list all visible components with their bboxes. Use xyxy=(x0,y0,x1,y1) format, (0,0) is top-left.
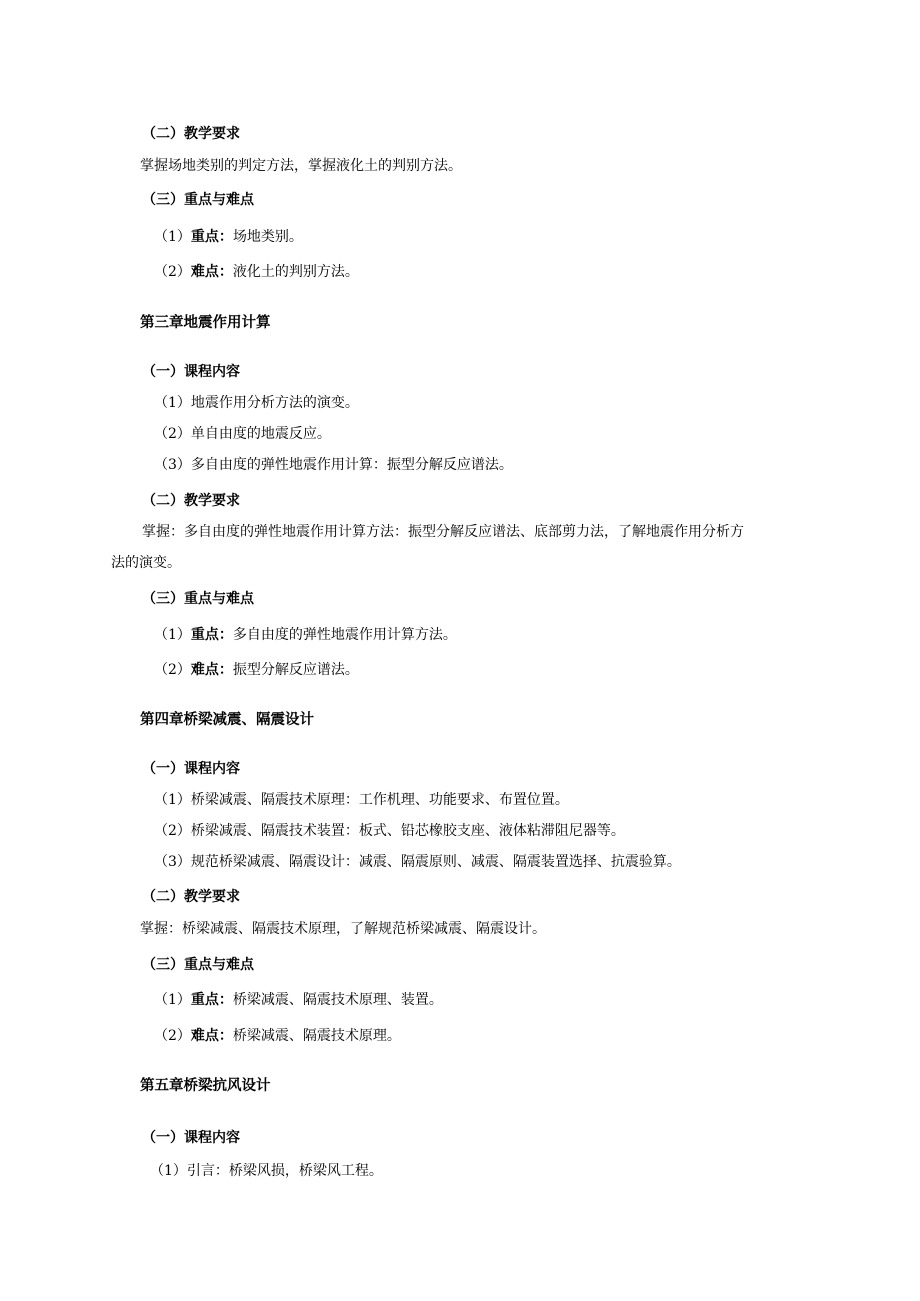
list-item-difficulty xyxy=(154,660,359,680)
section-heading-content: （一）课程内容 xyxy=(142,761,240,777)
section-heading-requirements: （二）教学要求 xyxy=(142,493,240,509)
chapter-heading: 第四章桥梁减震、隔震设计 xyxy=(140,711,314,728)
list-item-text: 多自由度的弹性地震作用计算方法。 xyxy=(232,627,457,643)
list-item-difficulty xyxy=(154,1026,401,1046)
list-item-key-point xyxy=(154,625,457,645)
list-item-text: 振型分解反应谱法。 xyxy=(232,662,359,678)
list-item-prefix: （2） xyxy=(154,1028,191,1044)
list-item-label: 难点： xyxy=(190,264,233,280)
list-item-difficulty xyxy=(154,262,359,282)
list-item-prefix: （1） xyxy=(154,229,191,245)
list-item: （1）地震作用分析方法的演变。 xyxy=(154,395,359,411)
list-item-label: 难点： xyxy=(190,1028,233,1044)
section-heading-key-points: （三）重点与难点 xyxy=(142,192,254,208)
list-item-prefix: （1） xyxy=(154,992,191,1008)
chapter-heading: 第三章地震作用计算 xyxy=(140,314,271,331)
list-item: （2）单自由度的地震反应。 xyxy=(154,426,331,442)
list-item-text: 桥梁减震、隔震技术原理、装置。 xyxy=(232,992,443,1008)
list-item: （3）规范桥梁减震、隔震设计：减震、隔震原则、减震、隔震装置选择、抗震验算。 xyxy=(154,854,681,870)
section-heading-requirements: （二）教学要求 xyxy=(142,889,240,905)
list-item: （2）桥梁减震、隔震技术装置：板式、铅芯橡胶支座、液体粘滞阻尼器等。 xyxy=(154,823,625,839)
list-item-key-point xyxy=(154,227,303,247)
paragraph: 掌握：多自由度的弹性地震作用计算方法：振型分解反应谱法、底部剪力法，了解地震作用分析方 xyxy=(142,524,744,540)
list-item: （1）桥梁减震、隔震技术原理：工作机理、功能要求、布置位置。 xyxy=(154,792,569,808)
section-heading-content: （一）课程内容 xyxy=(142,364,240,380)
list-item: （1）引言：桥梁风损，桥梁风工程。 xyxy=(150,1163,383,1179)
section-heading-key-points: （三）重点与难点 xyxy=(142,957,254,973)
list-item-label: 重点： xyxy=(190,992,233,1008)
list-item-text: 桥梁减震、隔震技术原理。 xyxy=(232,1028,401,1044)
list-item-prefix: （2） xyxy=(154,264,191,280)
paragraph: 掌握场地类别的判定方法，掌握液化土的判别方法。 xyxy=(140,158,462,174)
list-item: （3）多自由度的弹性地震作用计算：振型分解反应谱法。 xyxy=(154,457,513,473)
list-item-label: 重点： xyxy=(190,229,233,245)
chapter-heading: 第五章桥梁抗风设计 xyxy=(140,1077,271,1094)
list-item-prefix: （2） xyxy=(154,662,191,678)
list-item-text: 液化土的判别方法。 xyxy=(232,264,359,280)
list-item-label: 重点： xyxy=(190,627,233,643)
list-item-label: 难点： xyxy=(190,662,233,678)
list-item-key-point xyxy=(154,990,443,1010)
paragraph-continuation: 法的演变。 xyxy=(111,555,181,571)
list-item-text: 场地类别。 xyxy=(232,229,303,245)
list-item-prefix: （1） xyxy=(154,627,191,643)
section-heading-key-points: （三）重点与难点 xyxy=(142,591,254,607)
section-heading-content: （一）课程内容 xyxy=(142,1130,240,1146)
paragraph: 掌握：桥梁减震、隔震技术原理，了解规范桥梁减震、隔震设计。 xyxy=(140,921,546,937)
section-heading-requirements: （二）教学要求 xyxy=(142,126,240,142)
